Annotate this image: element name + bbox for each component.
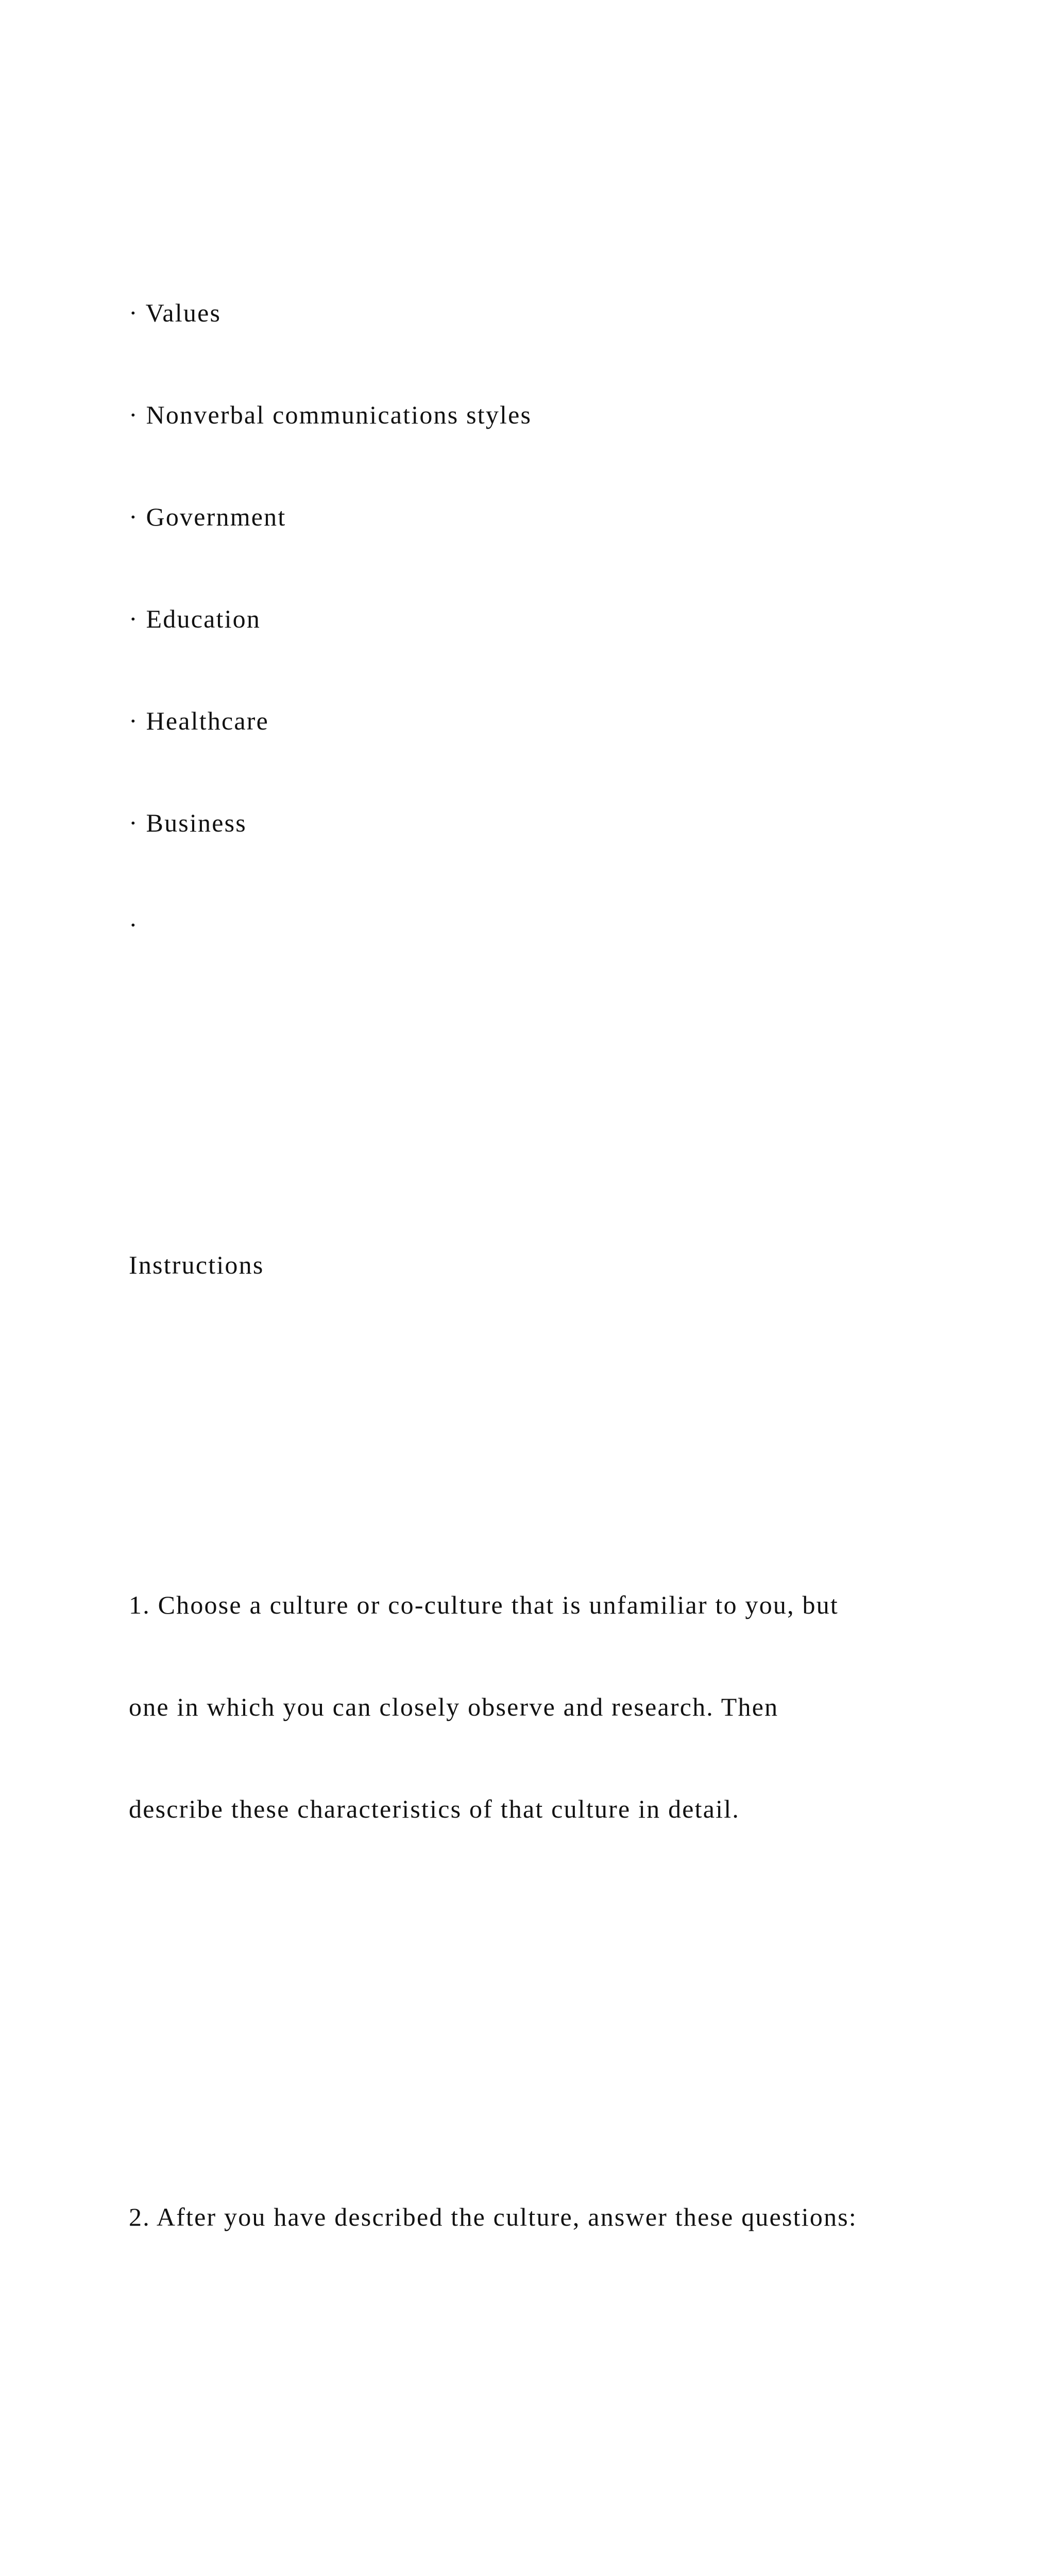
- step-1-paragraph: [129, 1520, 974, 1894]
- bullet-item: · Values: [129, 298, 222, 327]
- bullet-item: · Business: [129, 808, 247, 837]
- paragraph-gap: [129, 2404, 974, 2438]
- bullet-item: ·: [129, 910, 139, 939]
- paragraph-line: describe these characteristics of that culture in detail.: [129, 1794, 740, 1823]
- paragraph-gap: [129, 1384, 974, 1418]
- paragraph-line: 2. After you have described the culture, answer these questions:: [129, 2202, 858, 2231]
- instructions-heading: Instructions: [129, 1250, 264, 1279]
- bullet-list: [129, 228, 974, 1010]
- paragraph-line: one in which you can closely observe and research. Then: [129, 1692, 779, 1721]
- paragraph-gap: [129, 1112, 974, 1146]
- step-2-paragraph: [129, 2132, 974, 2302]
- bullet-item: · Healthcare: [129, 706, 269, 735]
- question-list: [129, 2540, 974, 2576]
- bullet-item: · Nonverbal communications styles: [129, 400, 532, 429]
- paragraph-gap: [129, 1996, 974, 2030]
- paragraph-line: 1. Choose a culture or co-culture that is unfamiliar to you, but: [129, 1590, 839, 1619]
- bullet-item: · Education: [129, 604, 261, 633]
- document-body: [129, 126, 974, 2576]
- bullet-item: · Government: [129, 502, 286, 531]
